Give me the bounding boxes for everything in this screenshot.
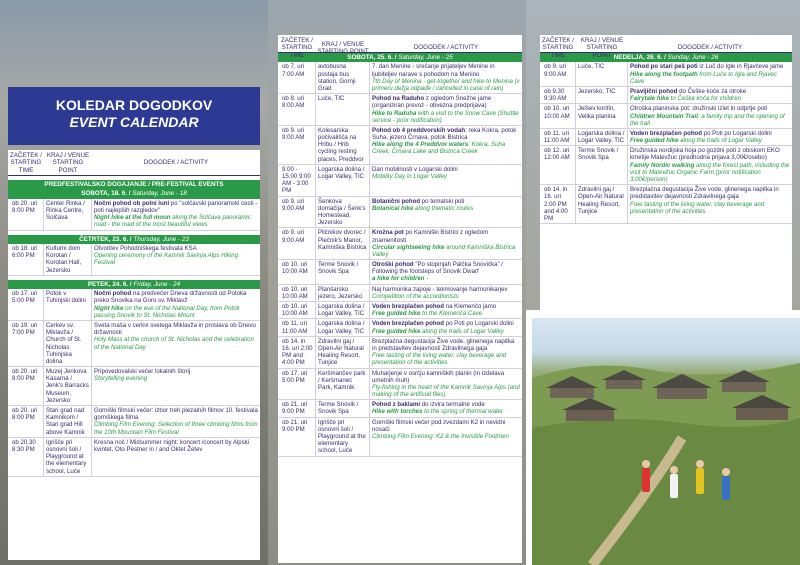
event-venue: Jelšev konfin, Velika planina: [576, 104, 628, 128]
activity-en-highlight: Hike along the footpath: [630, 70, 698, 78]
day-heading-friday-24: PETEK, 24. 6. / Friday, June - 24: [8, 280, 260, 289]
event-activity: [370, 285, 522, 301]
event-calendar-banner: [8, 87, 260, 145]
event-venue: Muzej Jenkova Kasarna / Jenk's Barracks Museum, Jezersko: [44, 367, 92, 405]
activity-sl-text: po Poti po Logarski dolini: [444, 320, 514, 328]
event-venue: Igrišče pri osnovni šoli / Playground at the elementary school, Luče: [44, 438, 92, 476]
event-time: ob 9. uri 9:00 AM: [278, 197, 316, 228]
event-venue: Zdravilni gaj / Open-Air Natural Healing Resort, Tunjice: [576, 185, 628, 223]
event-row: [8, 244, 260, 276]
banner-title-english: EVENT CALENDAR: [69, 114, 199, 130]
activity-sl-text: Pripovedovalski večer lokalnih štorij: [94, 368, 191, 376]
alpine-village-hikers-photo: [532, 318, 800, 565]
event-time: ob 10. uri 10:00 AM: [278, 285, 316, 301]
event-row: [540, 62, 792, 87]
event-activity: [370, 197, 522, 228]
event-venue: Pličnikov dvorec / Plečnik's Manor, Kamniška Bistrica: [316, 228, 370, 259]
activity-en-highlight: Free guided hike: [372, 327, 421, 335]
event-activity: [370, 418, 522, 456]
activity-en-highlight: a hike for children: [372, 275, 425, 283]
event-row: [540, 185, 792, 224]
activity-en-text: along the Solčava panoramic road - the road of the most beautiful views: [94, 214, 251, 229]
event-venue: Zdravilni gaj / Open-Air Natural Healing Resort, Tunjice: [316, 337, 370, 368]
activity-en-highlight: Children Mountain Trail: [630, 112, 698, 120]
activity-en-text: with a visit to the Snow Cave (Shuttle service - prior notification): [372, 109, 519, 124]
activity-sl-text: "Po stopinjah Palčka Snovička" / Following the footsteps of Snovik Dwarf: [372, 261, 503, 276]
day-heading-thursday-23: ČETRTEK, 23. 6. / Thursday, June - 23: [8, 235, 260, 244]
event-row: [540, 129, 792, 146]
activity-sl-highlight: Nočni pohod: [94, 290, 132, 298]
activity-sl-highlight: Pohod z baklami: [372, 401, 421, 409]
event-activity: [92, 438, 260, 476]
event-venue: Logarska dolina / Logar Valley, TIC: [316, 165, 370, 196]
event-venue: Šenkova domačija / Šenk's Homestead, Jezersko: [316, 197, 370, 228]
event-activity: [370, 165, 522, 196]
event-time: ob 14. in 16. uri 2:00 PM and 4:00 PM: [278, 337, 316, 368]
activity-sl-text: Muharjenje v osrčju kamniških planin (in izdelava umetnih muh): [372, 369, 505, 384]
event-venue: Luče, TIC: [576, 62, 628, 86]
event-activity: [370, 62, 522, 93]
event-activity: [628, 87, 792, 103]
activity-en-text: Storytelling evening: [94, 375, 148, 383]
event-time: ob 17. uri 5:00 PM: [278, 369, 316, 400]
activity-en-text: to the spring of thermal water: [422, 408, 504, 416]
event-venue: avtobusna postaja bus station, Gornji Grad: [316, 62, 370, 93]
header-activity: DOGODEK / ACTIVITY: [413, 44, 479, 52]
activity-en-text: Mobility Day in Logar Valley: [372, 173, 447, 181]
event-time: ob 9. uri 9:00 AM: [540, 62, 576, 86]
activity-sl-highlight: Pohod ob 4 preddvorskih vodah: [372, 126, 466, 134]
activity-en-text: on the eve of the National Day, from Potok passing Snovik to St. Nicholas Mount: [94, 304, 240, 319]
activity-sl-text: na Klemenčo jamo: [444, 303, 497, 311]
event-venue: Kolesarska počivališča na Hribu / Hrib cycling resting places, Preddvor: [316, 126, 370, 164]
activity-sl-highlight: Pohod na Raduho: [372, 95, 425, 103]
event-time: ob 9. uri 9:00 AM: [278, 126, 316, 164]
event-time: ob 21. uri 9:00 PM: [278, 400, 316, 416]
activity-sl-highlight: Nočni pohod ob polni luni: [94, 199, 170, 207]
event-time: ob 9.30 9:30 AM: [540, 87, 576, 103]
activity-sl-text: po tematski poti: [420, 197, 465, 205]
activity-en-text: from Luče to Igla and Rjavec Cave: [630, 70, 777, 85]
event-row: [540, 104, 792, 129]
activity-en-text: along the trails of Logar Valley: [678, 137, 762, 145]
event-activity: [370, 228, 522, 259]
event-row: [278, 400, 522, 417]
header-time: ZAČETEK / STARTING TIME: [10, 152, 42, 174]
activity-en-highlight: Night hike at the full moon: [94, 214, 171, 222]
event-venue: Terme Snovik / Snovik Spa: [316, 400, 370, 416]
event-activity: [370, 94, 522, 125]
activity-sl-highlight: Botanični pohod: [372, 197, 421, 205]
day-heading-sunday-26: NEDELJA, 26. 6. / Sunday, June - 26: [540, 53, 792, 62]
activity-sl-highlight: Otroški pohod: [372, 261, 414, 269]
event-venue: Center Rinka / Rinka Centre, Solčava: [44, 199, 92, 230]
header-place: KRAJ / VENUE STARTING POINT: [317, 40, 369, 55]
event-activity: [370, 400, 522, 416]
event-row: [278, 319, 522, 336]
event-row: [8, 438, 260, 477]
village-illustration: [532, 318, 800, 565]
activity-sl-text: Otvoritev Pohodniškega festivala KSA: [94, 245, 197, 253]
header-time: ZAČETEK / STARTING TIME: [281, 37, 313, 59]
event-time: ob 17. uri 5:00 PM: [8, 289, 44, 320]
calendar-column-3: [540, 35, 792, 316]
header-place: KRAJ / VENUE STARTING POINT: [46, 152, 90, 174]
event-time: ob 20. uri 8:00 PM: [8, 406, 44, 437]
activity-sl-text: do izvira termalne vode: [420, 401, 485, 409]
activity-en-text: Opening ceremony of the Kamnik Savinja Alps Hiking Festival: [94, 252, 239, 267]
activity-en-text: Free tasting of the living water, clay beverage and presentation of the activities: [630, 200, 765, 215]
event-time: ob 20.30 8:30 PM: [8, 438, 44, 476]
activity-sl-text: po "solčavski panoramski cesti - poti najlepših razgledov": [94, 199, 258, 215]
activity-en-text: along the trails of Logar Valley: [420, 327, 504, 335]
event-activity: [92, 321, 260, 366]
event-time: ob 20. uri 8:00 PM: [8, 367, 44, 405]
activity-en-highlight: Fairytale hike: [630, 95, 669, 103]
activity-sl-highlight: Pravljični pohod: [630, 87, 678, 95]
event-row: [278, 369, 522, 401]
activity-en-text: -: [424, 275, 429, 283]
event-activity: [92, 244, 260, 275]
activity-sl-highlight: Pohod po stari peš poti: [630, 63, 698, 71]
activity-sl-highlight: Voden brezplačen pohod: [372, 320, 444, 328]
event-venue: Planšarsko jezero, Jezersko: [316, 285, 370, 301]
event-activity: [628, 62, 792, 86]
activity-sl-text: Kresna noč / Midsummer night: koncert /concert by Alpski kvintet, Oto Pestner in / and Oktet Žetev: [94, 438, 250, 453]
event-venue: Kulturni dom Korotan / Korotan Hall, Jezersko: [44, 244, 92, 275]
event-activity: [92, 289, 260, 320]
event-activity: [92, 199, 260, 230]
event-venue: Terme Snovik / Snovik Spa: [576, 146, 628, 184]
event-time: ob 10. uri 10:00 AM: [278, 302, 316, 318]
activity-en-text: Free tasting of the living water, clay beverage and presentation of the activities: [372, 352, 507, 367]
event-time: ob 19. uri 7:00 PM: [8, 321, 44, 366]
event-venue: Terme Snovik / Snovik Spa: [316, 260, 370, 284]
event-time: ob 11. uri 11:00 AM: [278, 319, 316, 335]
activity-en-text: 7th Day of Menina - get-together and hike to Menina (v primeru dežja odpade / cancelled in case of rain): [372, 77, 520, 92]
event-row: [540, 146, 792, 185]
activity-en-highlight: Hike to Raduha: [372, 109, 417, 117]
event-row: [8, 199, 260, 231]
activity-sl-text: po Poti po Logarski dolini: [702, 129, 772, 137]
day-heading-saturday-18: SOBOTA, 18. 6. / Saturday, June - 18: [8, 189, 260, 198]
activity-en-text: along the forest path, including the visit to Matevžuc Organic Farm (prior notification 3,00€/person): [630, 161, 790, 184]
event-row: [278, 260, 522, 285]
activity-en-text: Competition of the accordionists: [372, 292, 459, 300]
activity-en-text: Fly-fishing in the heart of the Kamnik Savinja Alps (and making of the artificial flies): [372, 383, 520, 399]
event-row: [8, 367, 260, 406]
event-activity: [370, 319, 522, 335]
event-time: ob 11. uri 11:00 AM: [540, 129, 576, 145]
event-time: ob 14. in 16. uri 2:00 PM and 4:00 PM: [540, 185, 576, 223]
activity-en-highlight: Night hike: [94, 304, 124, 312]
activity-sl-text: z ogledom Snežne jame (organiziran prevoz - obvezna predprijava): [372, 95, 492, 110]
activity-en-highlight: Free guided hike: [630, 137, 679, 145]
event-time: ob 8. uri 8:00 AM: [278, 94, 316, 125]
activity-sl-highlight: Voden brezplačen pohod: [372, 303, 444, 311]
event-activity: [370, 337, 522, 368]
event-row: [278, 165, 522, 197]
event-venue: Jezersko, TIC: [576, 87, 628, 103]
activity-en-text: Holy Mass at the church of St. Nicholas and the celebration of the National Day: [94, 336, 254, 351]
activity-en-highlight: Botanical hike: [372, 204, 414, 212]
event-venue: Logarska dolina / Logar Valley, TIC: [576, 129, 628, 145]
event-time: ob 12. uri 12:00 AM: [540, 146, 576, 184]
activity-sl-text: Družinska nordijska hoja po gozdni poti z obiskom EKO kmetije Matevžuc (predhodna prijava 3,00€/osebo): [630, 147, 780, 162]
event-row: [278, 94, 522, 126]
activity-en-text: to the Klemenča Cave: [420, 310, 483, 318]
event-time: 9.00 - 15.00 9:00 AM - 3:00 PM: [278, 165, 316, 196]
event-activity: [628, 129, 792, 145]
event-row: [278, 337, 522, 369]
activity-en-highlight: Family Nordic walking: [630, 161, 695, 169]
activity-sl-text: Naj harmonika zapoje - tekmovanje harmonikarjev: [372, 285, 508, 293]
banner-title-slovenian: KOLEDAR DOGODKOV: [55, 97, 213, 113]
event-row: [278, 418, 522, 457]
event-venue: Luče, TIC: [316, 94, 370, 125]
calendar-column-2: [278, 35, 522, 563]
event-row: [278, 197, 522, 229]
activity-sl-text: Gorniški filmski večer: izbor treh plezalnih filmov 10. festivala gorniškega filma: [94, 407, 258, 422]
event-time: ob 9. uri 9:00 AM: [278, 228, 316, 259]
event-row: [8, 406, 260, 438]
event-row: [540, 87, 792, 104]
activity-sl-text: po Kamniški Bistrici z ogledom znamenitosti: [372, 229, 489, 244]
activity-en-text: Climbing Film Evening: Selection of three climbing films from the 10th Mountain Film Festival: [94, 421, 258, 436]
activity-sl-text: 7. dan Menine - srečanje prijateljev Menine in ljubiteljev narave s pohodom na Menino: [372, 63, 495, 78]
activity-en-text: around Kamniška Bistrica Valley: [372, 243, 516, 258]
header-place: KRAJ / VENUE STARTING POINT: [580, 37, 624, 59]
header-time: ZAČETEK / STARTING TIME: [542, 37, 574, 59]
activity-sl-text: Dan mobilnosti v Logarski dolini: [372, 165, 458, 173]
event-row: [278, 302, 522, 319]
event-activity: [370, 126, 522, 164]
event-time: ob 21. uri 9:00 PM: [278, 418, 316, 456]
event-activity: [370, 369, 522, 400]
table-header: [8, 150, 260, 176]
header-activity: DOGODEK / ACTIVITY: [677, 44, 743, 52]
event-row: [278, 126, 522, 165]
event-venue: Keršmančev park / Keršmanec Park, Kamnik: [316, 369, 370, 400]
event-row: [278, 285, 522, 302]
event-row: [8, 289, 260, 321]
pre-festival-heading: PREDFESTIVALSKO DOGAJANJE / PRE-FESTIVAL EVENTS: [8, 180, 260, 189]
activity-en-text: to Češka koča for children: [668, 95, 742, 103]
activity-sl-text: iz Luč do Igle in Rjavčeve jame: [697, 63, 784, 71]
activity-sl-highlight: Krožna pot: [372, 229, 404, 237]
event-activity: [370, 302, 522, 318]
day-heading-saturday-25: SOBOTA, 25. 6. / Saturday, June - 25: [278, 53, 522, 62]
activity-en-text: along thematic routes: [413, 204, 474, 212]
event-activity: [628, 104, 792, 128]
activity-en-text: : Kokra, Suha Creek, Črnava Lake and Bistrica Creek: [372, 141, 506, 156]
activity-sl-text: Brezplačna degustacija Žive vode, glinenega napitka in predstavitev dejavnosti Zdravilnega gaja: [630, 186, 779, 201]
activity-en-highlight: Free guided hike: [372, 310, 421, 318]
event-venue: Igrišče pri osnovni šoli / Playground at the elementary school, Luče: [316, 418, 370, 456]
event-activity: [370, 260, 522, 284]
event-activity: [628, 185, 792, 223]
activity-sl-text: Otroška planinska pot: družinski izlet in odprtje poti: [630, 105, 768, 113]
activity-sl-text: Gorniški filmski večer pod zvezdami K2 in nevidni nosači: [372, 418, 506, 433]
activity-sl-text: Brezplačna degustacija Žive vode, glinenega napitka in predstavitev dejavnosti Zdravilnega gaja: [372, 337, 515, 352]
event-time: ob 10. uri 10:00 AM: [278, 260, 316, 284]
activity-en-highlight: Circular sightseeing hike: [372, 243, 445, 251]
activity-sl-text: : reka Kokra, potok Suha, jezero Črnava, potok Bistrica: [372, 126, 517, 142]
activity-sl-text: Sveta maša v cerkvi svetega Miklavža in proslava ob Dnevu državnosti: [94, 321, 256, 337]
activity-en-highlight: Hike with torches: [372, 408, 423, 416]
event-row: [278, 228, 522, 260]
event-time: ob 7. uri 7:00 AM: [278, 62, 316, 93]
event-row: [278, 62, 522, 94]
activity-en-text: Climbing Film Evening: K2 & the Invisible Footmen: [372, 433, 509, 441]
event-row: [8, 321, 260, 367]
event-venue: Logarska dolina / Logar Valley, TIC: [316, 302, 370, 318]
event-venue: Cerkev sv. Miklavža / Church of St. Nicholas Tuhinjska dolina: [44, 321, 92, 366]
event-activity: [92, 367, 260, 405]
activity-sl-text: do Češke koče za otroke: [677, 87, 747, 95]
activity-sl-text: na predvečer Dneva državnosti od Potoka preko Snovika na Goro sv. Miklavž: [94, 290, 247, 305]
event-activity: [628, 146, 792, 184]
event-activity: [92, 406, 260, 437]
event-venue: Logarska dolina / Logar Valley, TIC: [316, 319, 370, 335]
event-time: ob 20. uri 8:00 PM: [8, 199, 44, 230]
event-venue: Stari grad nad Kamnikom / Stari grad Hill above Kamnik: [44, 406, 92, 437]
activity-en-text: : a family trip and the opening of the trail: [630, 112, 785, 127]
header-activity: DOGODEK / ACTIVITY: [143, 159, 209, 167]
event-time: ob 10. uri 10:00 AM: [540, 104, 576, 128]
activity-sl-highlight: Voden brezplačen pohod: [630, 129, 702, 137]
calendar-column-1: [8, 150, 260, 560]
event-time: ob 18. uri 6:00 PM: [8, 244, 44, 275]
event-venue: Potok v Tuhinjski dolini: [44, 289, 92, 320]
activity-en-highlight: Hike along the 4 Preddvor waters: [372, 141, 469, 149]
